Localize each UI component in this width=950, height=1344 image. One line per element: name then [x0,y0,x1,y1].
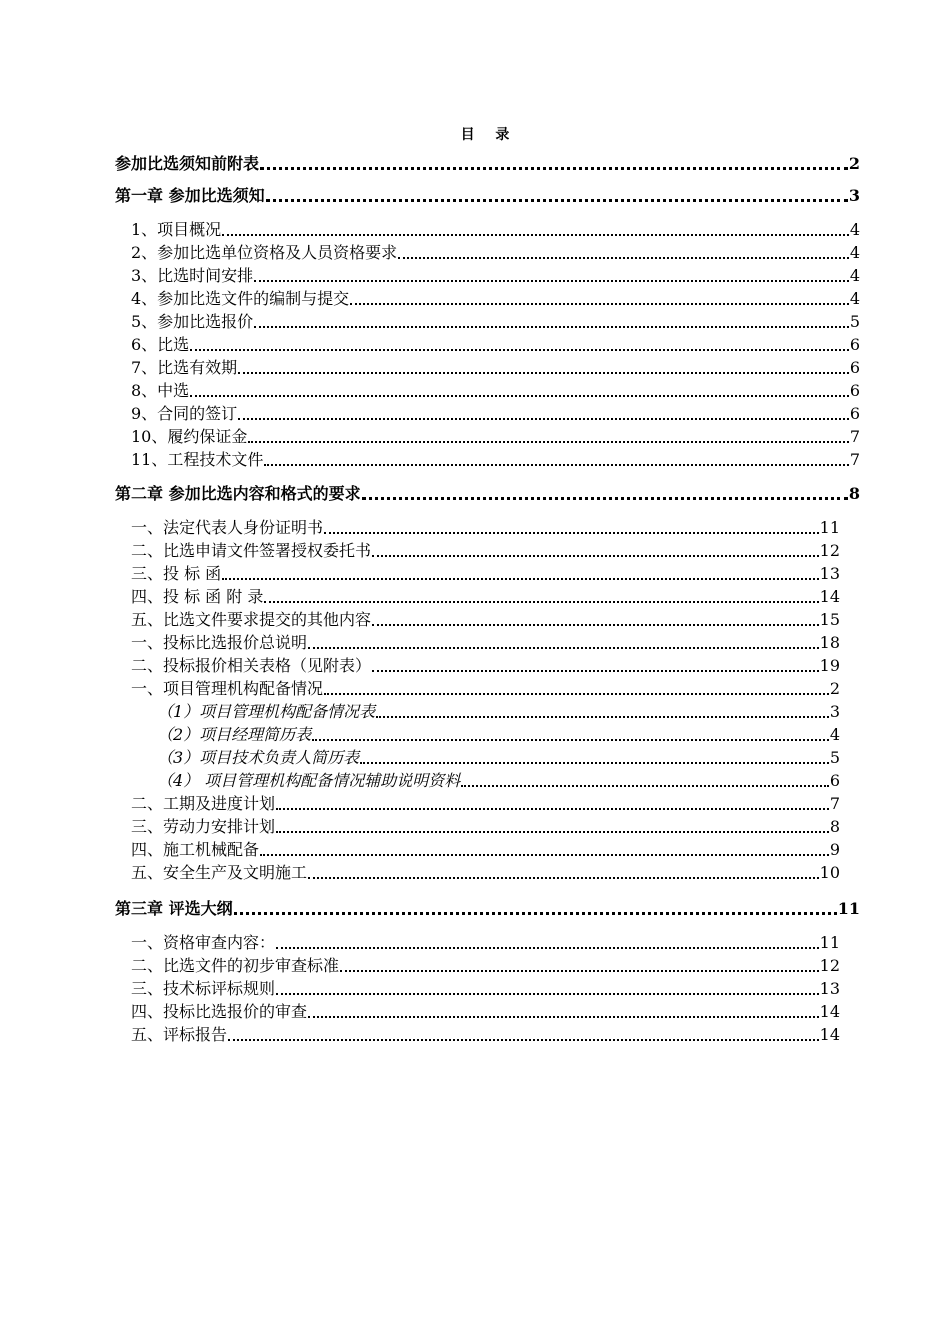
dot-leader [264,464,848,466]
toc-page-number: 2 [848,154,860,173]
toc-page-number: 4 [849,243,860,262]
toc-entry-label: 第二章 参加比选内容和格式的要求 [115,484,361,503]
toc-entry-label: 5、参加比选报价 [131,312,254,331]
toc-page-number: 7 [849,450,860,469]
toc-page-number: 13 [819,979,840,998]
toc-entry[interactable] [115,516,840,538]
toc-page-number: 6 [849,381,860,400]
dot-leader [360,762,829,764]
toc-entry[interactable] [115,723,840,745]
toc-entry[interactable] [115,241,860,263]
toc-page-number: 6 [829,771,840,790]
toc-entry[interactable] [115,562,840,584]
toc-entry[interactable] [115,379,860,401]
toc-entry-label: 7、比选有效期 [131,358,238,377]
toc-entry-label: （4） 项目管理机构配备情况辅助说明资料 [157,771,461,790]
dot-leader [190,395,849,397]
dot-leader [238,372,849,374]
toc-entry[interactable] [115,264,860,286]
dot-leader [276,808,829,810]
toc-entry[interactable] [115,425,860,447]
toc-entry[interactable] [115,769,840,791]
toc-page-number: 7 [829,794,840,813]
toc-page-number: 12 [819,541,840,560]
toc-entry-label: 3、比选时间安排 [131,266,254,285]
toc-entry[interactable] [115,310,860,332]
toc-entry-label: 10、履约保证金 [131,427,248,446]
toc-page-number: 5 [829,748,840,767]
dot-leader [254,280,849,282]
toc-title: 目 录 [460,127,518,143]
toc-entry-label: （2）项目经理简历表 [157,725,312,744]
dot-leader [254,326,849,328]
dot-leader [276,947,819,949]
toc-page-number: 11 [819,518,840,537]
dot-leader [324,693,829,695]
toc-entry-label: 11、工程技术文件 [131,450,264,469]
toc-entry-label: 四、投 标 函 附 录 [131,587,264,606]
dot-leader [190,349,849,351]
toc-entry[interactable] [115,448,860,470]
toc-page-number: 19 [819,656,840,675]
toc-entry[interactable] [115,815,840,837]
dot-leader [461,785,829,787]
toc-entry-label: 8、中选 [131,381,190,400]
toc-entry-label: 五、比选文件要求提交的其他内容 [131,610,372,629]
toc-entry-label: 三、劳动力安排计划 [131,817,276,836]
dot-leader [324,532,819,534]
toc-entry-label: 四、投标比选报价的审查 [131,1002,308,1021]
toc-page-number: 15 [819,610,840,629]
toc-entry-label: 二、投标报价相关表格（见附表） [131,656,372,675]
toc-entry[interactable] [115,977,840,999]
toc-entry-label: （1）项目管理机构配备情况表 [157,702,376,721]
toc-entry[interactable] [115,954,840,976]
toc-page-number: 9 [829,840,840,859]
toc-entry[interactable] [115,746,840,768]
toc-page-number: 14 [819,1025,840,1044]
toc-entry-label: 二、比选文件的初步审查标准 [131,956,340,975]
dot-leader [234,912,837,915]
toc-entry-label: 1、项目概况 [131,220,222,239]
toc-entry[interactable] [115,218,860,240]
toc-entry-label: 一、项目管理机构配备情况 [131,679,324,698]
toc-entry-label: 第一章 参加比选须知 [115,186,265,205]
toc-entry-label: 五、评标报告 [131,1025,228,1044]
toc-entry[interactable] [115,287,860,309]
toc-entry-label: 4、参加比选文件的编制与提交 [131,289,350,308]
toc-chapter-entry[interactable] [115,482,860,504]
toc-page-number: 8 [829,817,840,836]
toc-entry[interactable] [115,838,840,860]
dot-leader [276,831,829,833]
toc-page-number: 2 [829,679,840,698]
toc-page-number: 10 [819,863,840,882]
toc-entry[interactable] [115,654,840,676]
toc-page-number: 4 [829,725,840,744]
toc-page-number: 4 [849,266,860,285]
toc-page-number: 12 [819,956,840,975]
toc-page-number: 7 [849,427,860,446]
toc-page-number: 3 [848,186,860,205]
toc-page-number: 8 [848,484,860,503]
toc-page-number: 6 [849,404,860,423]
toc-entry[interactable] [115,402,860,424]
dot-leader [222,234,849,236]
toc-entry-label: 四、施工机械配备 [131,840,260,859]
toc-page-number: 14 [819,1002,840,1021]
dot-leader [264,601,818,603]
dot-leader [350,303,849,305]
dot-leader [276,993,819,995]
toc-entry[interactable] [115,677,840,699]
dot-leader [308,647,819,649]
dot-leader [248,441,848,443]
toc-entry-label: 一、投标比选报价总说明 [131,633,308,652]
toc-chapter-entry[interactable] [115,897,860,919]
dot-leader [228,1039,819,1041]
toc-page-number: 5 [849,312,860,331]
toc-page-number: 6 [849,358,860,377]
toc-entry-label: 三、技术标评标规则 [131,979,276,998]
toc-entry[interactable] [115,539,840,561]
toc-entry[interactable] [115,608,840,630]
toc-entry[interactable] [115,700,840,722]
toc-chapter-entry[interactable] [115,152,860,174]
toc-entry[interactable] [115,631,840,653]
toc-page-number: 11 [819,933,840,952]
dot-leader [260,854,829,856]
toc-entry[interactable] [115,931,840,953]
toc-page-number: 6 [849,335,860,354]
dot-leader [222,578,818,580]
dot-leader [308,1016,819,1018]
dot-leader [340,970,819,972]
toc-entry-label: 一、资格审查内容： [131,933,276,952]
toc-entry-label: 二、比选申请文件签署授权委托书 [131,541,372,560]
toc-entry[interactable] [115,1023,840,1045]
dot-leader [376,716,829,718]
toc-entry-label: 6、比选 [131,335,190,354]
toc-entry-label: 一、法定代表人身份证明书 [131,518,324,537]
dot-leader [308,877,819,879]
dot-leader [372,624,819,626]
dot-leader [372,670,819,672]
toc-entry-label: 五、安全生产及文明施工 [131,863,308,882]
toc-page-number: 14 [819,587,840,606]
toc-page-number: 4 [849,289,860,308]
dot-leader [312,739,829,741]
toc-page-number: 18 [819,633,840,652]
toc-entry-label: 2、参加比选单位资格及人员资格要求 [131,243,398,262]
toc-entry-label: 9、合同的签订 [131,404,238,423]
toc-entry-label: 参加比选须知前附表 [115,154,260,173]
toc-page-number: 11 [837,899,860,918]
toc-entry[interactable] [115,1000,840,1022]
toc-page-number: 3 [829,702,840,721]
dot-leader [238,418,849,420]
toc-chapter-entry[interactable] [115,184,860,206]
dot-leader [372,555,819,557]
toc-entry-label: 二、工期及进度计划 [131,794,276,813]
toc-page-number: 4 [849,220,860,239]
toc-entry[interactable] [115,585,840,607]
dot-leader [362,497,848,500]
toc-page-number: 13 [819,564,840,583]
toc-entry-label: 第三章 评选大纲 [115,899,233,918]
toc-entry-label: 三、投 标 函 [131,564,222,583]
toc-entry[interactable] [115,333,860,355]
dot-leader [266,199,848,202]
toc-entry[interactable] [115,356,860,378]
toc-entry[interactable] [115,861,840,883]
dot-leader [260,167,848,170]
toc-entry[interactable] [115,792,840,814]
toc-entry-label: （3）项目技术负责人简历表 [157,748,360,767]
dot-leader [398,257,849,259]
